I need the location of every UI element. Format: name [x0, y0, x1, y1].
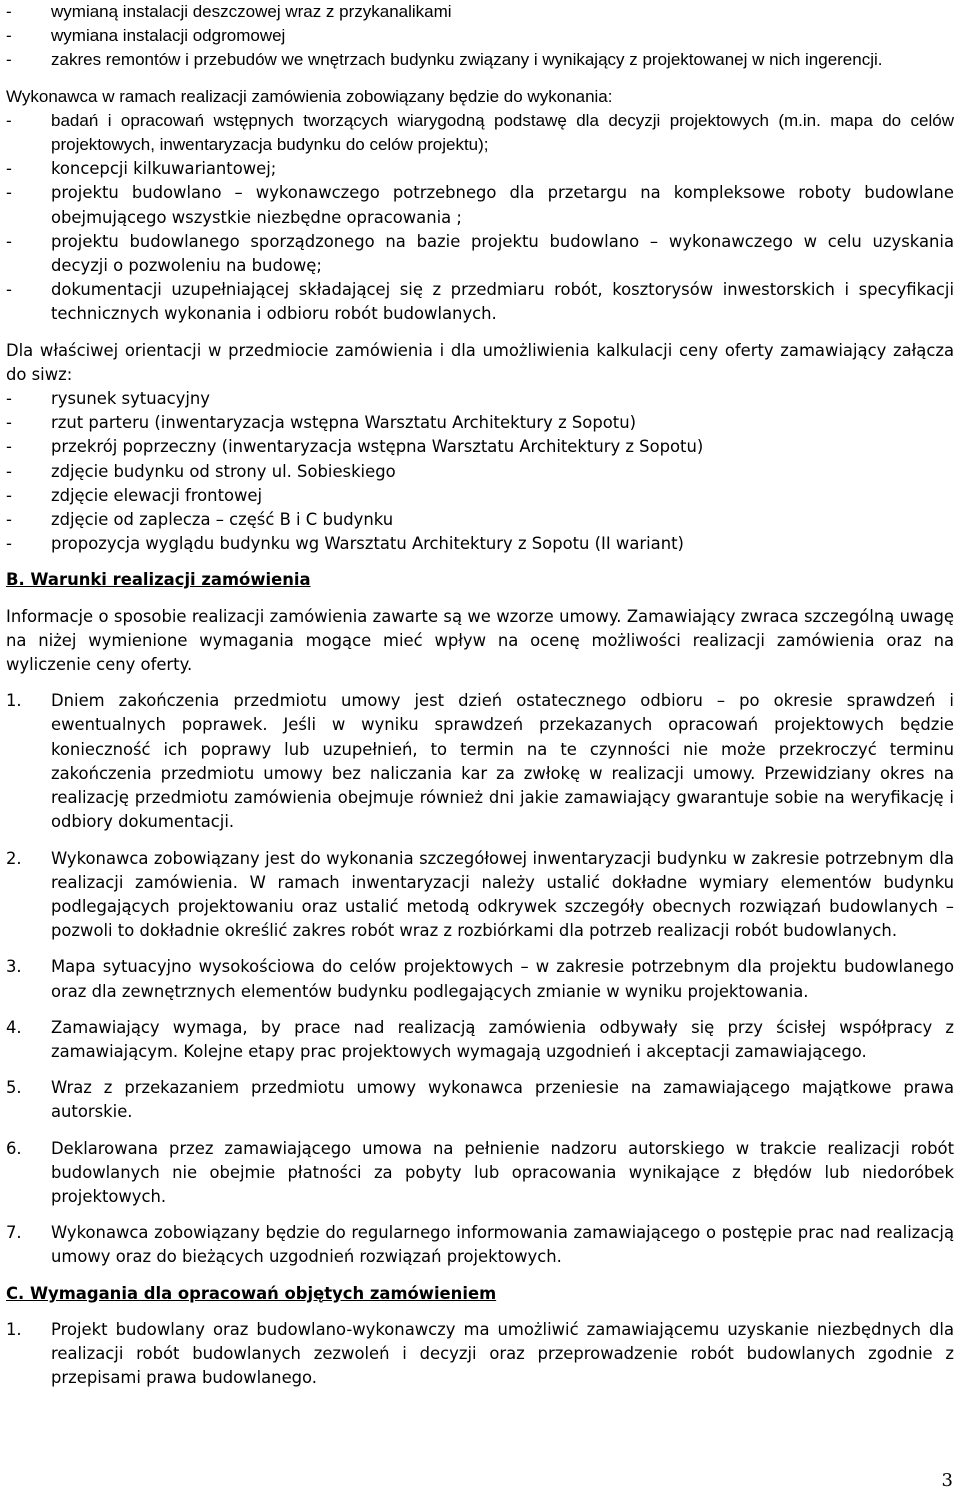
list-item: - zakres remontów i przebudów we wnętrzach budynku związany i wynikający z projektowanej w nich ingerencji. — [6, 50, 883, 70]
page-number: 3 — [941, 1470, 953, 1491]
list-item: - projektu budowlano – wykonawczego potrzebnego dla przetargu na kompleksowe roboty budowlane obejmującego wszystkie niezbędne opracowania ; — [6, 183, 954, 227]
section-b-item-3: 3. Mapa sytuacyjno wysokościowa do celów projektowych – w zakresie potrzebnym dla projektu budowlanego oraz dla zewnętrznych elementów budynku podlegających zmianie w wyniku projektowania. — [6, 957, 954, 1001]
section-b-item-1: 1. Dniem zakończenia przedmiotu umowy jest dzień ostatecznego odbioru – po okresie sprawdzeń i ewentualnych poprawek. Jeśli w wyniku sprawdzeń przekazanych opracowań projektowych będzie konieczność ich poprawy lub uzupełnień, to termin na te czynności nie może przekroczyć terminu zakończenia przedmiotu umowy bez naliczania kar za zwłokę w realizacji umowy. Przewidziany okres na realizację przedmiotu zamówienia obejmuje również dni jakie zamawiający gwarantuje sobie na weryfikację i odbiory dokumentacji. — [6, 691, 954, 832]
contractor-list — [6, 109, 954, 327]
top-list — [6, 0, 954, 73]
list-item: - zdjęcie elewacji frontowej — [6, 485, 263, 505]
list-item: - propozycja wyglądu budynku wg Warsztatu Architektury z Sopotu (II wariant) — [6, 534, 684, 554]
section-b-item-2: 2. Wykonawca zobowiązany jest do wykonania szczegółowej inwentaryzacji budynku w zakresie potrzebnym dla realizacji zamówienia. W ramach inwentaryzacji należy ustalić dokładne wymiary elementów budynku podlegających projektowaniu oraz ustalić metodą odkrywek szczegóły obecnych rozwiązań budowlanych – pozwoli to dokładnie określić zakres robót wraz z rozbiórkami dla potrzeb realizacji robót budowlanych. — [6, 848, 954, 941]
contractor-intro: Wykonawca w ramach realizacji zamówienia zobowiązany będzie do wykonania: — [6, 86, 613, 106]
list-item: - wymiana instalacji odgromowej — [6, 26, 286, 46]
list-item: - rzut parteru (inwentaryzacja wstępna Warsztatu Architektury z Sopotu) — [6, 413, 636, 433]
section-b-item-5: 5. Wraz z przekazaniem przedmiotu umowy wykonawca przeniesie na zamawiającego majątkowe prawa autorskie. — [6, 1078, 954, 1122]
list-item: - badań i opracowań wstępnych tworzących wiarygodną podstawę dla decyzji projektowych (m.in. mapa do celów projektowych, inwentaryzacja budynku do celów projektu); — [6, 110, 954, 155]
list-item: - zdjęcie budynku od strony ul. Sobieskiego — [6, 461, 396, 481]
section-c-item-1: 1. Projekt budowlany oraz budowlano-wykonawczy ma umożliwić zamawiającemu uzyskanie niezbędnych dla realizacji robót budowlanych zezwoleń i decyzji oraz przeprowadzenie robót budowlanych zgodnie z przepisami prawa budowlanego. — [6, 1319, 954, 1388]
list-item: - zdjęcie od zaplecza – część B i C budynku — [6, 510, 394, 530]
section-b-intro: Informacje o sposobie realizacji zamówienia zawarte są we wzorze umowy. Zamawiający zwraca szczególną uwagę na niżej wymienione wymagania mogące mieć wpływ na ocenę możliwości realizacji zamówienia oraz na wyliczenie ceny oferty. — [6, 606, 954, 675]
section-c-title: C. Wymagania dla opracowań objętych zamówieniem — [6, 1283, 497, 1303]
section-b-title: B. Warunki realizacji zamówienia — [6, 570, 311, 590]
list-item: - przekrój poprzeczny (inwentaryzacja wstępna Warsztatu Architektury z Sopotu) — [6, 437, 704, 457]
section-b-item-7: 7. Wykonawca zobowiązany będzie do regularnego informowania zamawiającego o postępie prac nad realizacją umowy oraz do bieżących uzgodnień rozwiązań projektowych. — [6, 1223, 954, 1267]
section-b-item-4: 4. Zamawiający wymaga, by prace nad realizacją zamówienia odbywały się przy ścisłej współpracy z zamawiającym. Kolejne etapy prac projektowych wymagają uzgodnień i akceptacji zamawiającego. — [6, 1017, 954, 1061]
list-item: - dokumentacji uzupełniającej składającej się z przedmiaru robót, kosztorysów inwestorskich i specyfikacji technicznych wykonania i odbioru robót budowlanych. — [6, 280, 954, 324]
attachments-list — [6, 387, 954, 556]
attachments-intro: Dla właściwej orientacji w przedmiocie zamówienia i dla umożliwienia kalkulacji ceny oferty zamawiający załącza do siwz: — [6, 340, 954, 384]
section-b-item-6: 6. Deklarowana przez zamawiającego umowa na pełnienie nadzoru autorskiego w trakcie realizacji robót budowlanych nie obejmie płatności za pobyty lub opracowania wynikające z błędów lub niedoróbek projektowych. — [6, 1138, 954, 1206]
list-item: - rysunek sytuacyjny — [6, 389, 210, 409]
list-item: - projektu budowlanego sporządzonego na bazie projektu budowlano – wykonawczego w celu uzyskania decyzji o pozwoleniu na budowę; — [6, 231, 954, 276]
list-item: - wymianą instalacji deszczowej wraz z przykanalikami — [6, 2, 452, 21]
list-item: - koncepcji kilkuwariantowej; — [6, 159, 277, 179]
